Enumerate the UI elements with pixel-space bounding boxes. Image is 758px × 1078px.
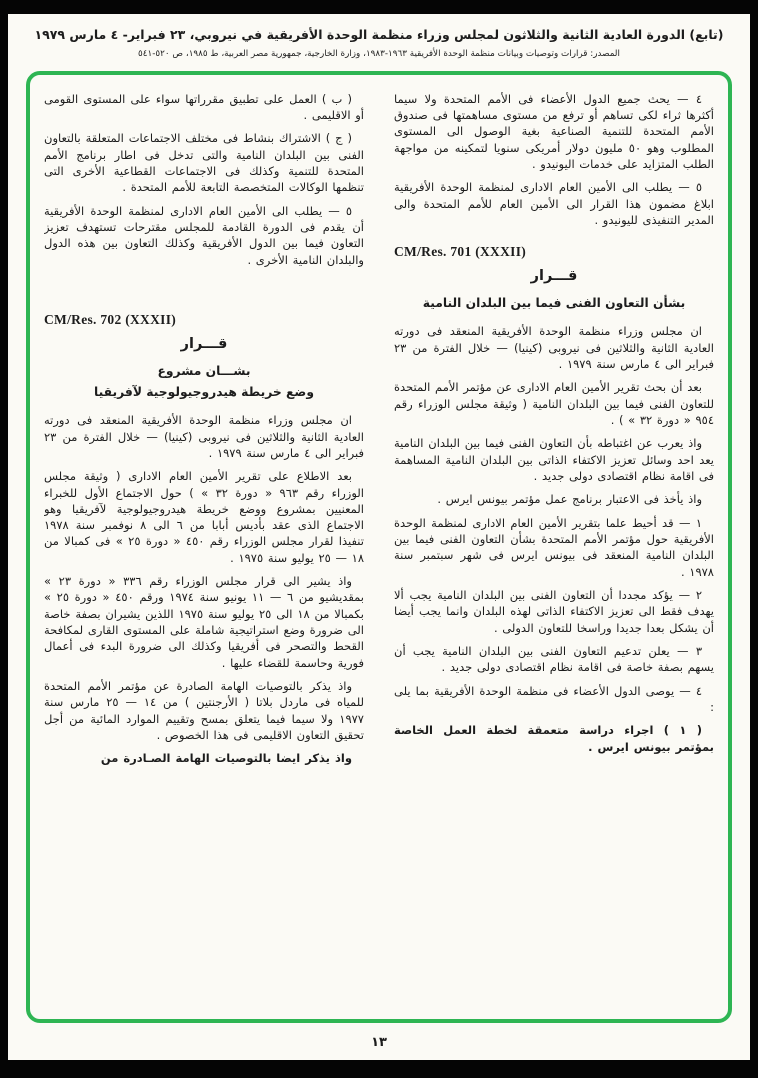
resolution-paragraph: واذ يأخذ فى الاعتبار برنامج عمل مؤتمر بيونس ايرس .	[437, 492, 702, 507]
header-session-title: (تابع) الدورة العادية الثانية والثلاثون لمجلس وزراء منظمة الوحدة الأفريقية في نيروبي، ٢٣ فبراير- ٤ مارس ١٩٧٩	[34, 27, 724, 42]
resolution-paragraph: ( ١ ) اجراء دراسة متعمقة لخطة العمل الخاصة بمؤتمر بيونس ايرس .	[394, 723, 714, 754]
resolution-paragraph: واذ يشير الى قرار مجلس الوزراء رقم ٣٣٦ « دورة ٢٣ » بمقديشيو من ٦ — ١١ يونيو سنة ١٩٧٤ ورقم ٤٥٠ « دورة ٢٥ » بكمبالا من ١٨ الى ٢٥ يوليو سنة ١٩٧٥ اللذين يشيران بصفة خاصة الى ضرورة وضع استراتيجية شاملة على المستوى القارى لمكافحة القحط والتصحر فى أفريقيا وكذلك الى ضرورة البدء فى أعمال فورية وحاسمة للقضاء عليها .	[44, 574, 364, 670]
header-source-note: المصدر: قرارات وتوصيات وبيانات منظمة الوحدة الأفريقية ١٩٦٣-١٩٨٣، وزارة الخارجية، جمهورية مصر العربية، ط ١٩٨٥، ص ٥٢٠-٥٤١	[138, 48, 620, 59]
resolution-paragraph: بعد الاطلاع على تقرير الأمين العام الادارى ( وثيقة مجلس الوزراء رقم ٩٦٣ « دورة ٣٢ » ) حول الاجتماع الأول للخبراء المعنيين بمشروع ووضع خريطة هيدروجيولوجية لآفريقيا وهو الاجتماع الذى عقد بأديس أبابا من ٦ الى ٨ نوفمبر سنة ١٩٧٨ تنفيذا لقرار مجلس الوزراء رقم ٤٥٠ « دورة ٢٥ » فى كمبالا من ١٨ — ٢٥ يوليو سنة ١٩٧٥ .	[44, 469, 364, 565]
resolution-subject: بشأن التعاون الفنى فيما بين البلدان النامية	[422, 296, 686, 311]
resolution-paragraph: ٤ — يحث جميع الدول الأعضاء فى الأمم المتحدة ولا سيما أكثرها ثراء لكى تساهم أو ترفع من مستوى مساهمتها فى صندوق الأمم المتحدة للتنمية الصناعية بغية الوصول الى المستوى المطلوب وهو ٥٠ مليون دولار أمريكى سنويا لتمكينه من مواجهة الطلب المتزايد على خدمات اليونيدو .	[394, 91, 714, 172]
resolution-ref-702: CM/Res. 702 (XXXII)	[44, 312, 177, 328]
resolution-paragraph: ٤ — يوصى الدول الأعضاء فى منظمة الوحدة الأفريقية بما يلى :	[394, 683, 714, 715]
resolution-paragraph: ٥ — يطلب الى الأمين العام الادارى لمنظمة الوحدة الأفريقية أن يقدم فى الدورة القادمة للمجلس مقترحات تستهدف تعزيز التعاون فيما بين الدول الأفريقية وكذلك التعاون بين هذه الدول والبلدان النامية الأخرى .	[44, 203, 364, 267]
resolution-paragraph: ٢ — يؤكد مجددا أن التعاون الفنى بين البلدان النامية يجب ألا يهدف فقط الى تعزيز الاكتفاء الذاتى لهذه البلدان وانما يجب أيضا أن يشكل بعدا جديدا وراسخا للتعاون الدولى .	[394, 588, 714, 635]
resolution-heading: قـــرار	[180, 336, 228, 353]
resolution-paragraph: ٣ — يعلن تدعيم التعاون الفنى بين البلدان النامية يجب أن يسهم بصفة خاصة فى اقامة نظام اقتصادى دولى جديد .	[394, 644, 714, 675]
resolution-heading: قـــرار	[530, 268, 578, 285]
resolution-paragraph: واذ يذكر بالتوصيات الهامة الصادرة عن مؤتمر الأمم المتحدة للمياه فى ماردل بلاتا ( الأرجنتين ) من ١٤ — ٢٥ مارس سنة ١٩٧٧ ولا سيما فيما يتعلق بمسح وتقييم الموارد المائية من أجل تحقيق التعاون الاقليمى فى هذا الخصوص .	[44, 679, 364, 743]
resolution-paragraph: بعد أن بحث تقرير الأمين العام الادارى عن مؤتمر الأمم المتحدة للتعاون الفنى فيما بين البلدان النامية ( وثيقة مجلس الوزراء رقم ٩٥٤ « دورة ٣٢ » ) .	[394, 380, 714, 428]
resolution-paragraph: واذ يعرب عن اغتباطه بأن التعاون الفنى فيما بين البلدان النامية يعد احد وسائل تعزيز الاكتفاء الذاتى بين البلدان النامية المساهمة فى اقامة نظام اقتصادى دولى جديد .	[394, 436, 714, 484]
resolution-paragraph: ( ج ) الاشتراك بنشاط فى مختلف الاجتماعات المتعلقة بالتعاون الفنى بين البلدان النامية والتى تدخل فى اطار برنامج الأمم المتحدة للتنمية وكذلك فى الاجتماعات القطاعية الأخرى التى تنظمها الوكالات المتخصصة التابعة للأمم المتحدة .	[44, 131, 364, 195]
content-border-box	[26, 71, 732, 1023]
resolution-paragraph: ١ — قد أحيط علما بتقرير الأمين العام الادارى لمنظمة الوحدة الأفريقية حول مؤتمر الأمم المتحدة بشأن التعاون الفنى فيما بين البلدان النامية المنعقد فى بيونس ايرس فى شهر سبتمبر سنة ١٩٧٨ .	[394, 515, 714, 579]
resolution-paragraph: واذ يذكر ايضا بالتوصيات الهامة الصـادرة من	[100, 751, 352, 766]
resolution-subject: وضع خريطة هيدروجيولوجية لآفريقيا	[94, 385, 314, 400]
column-left	[44, 91, 364, 1009]
resolution-subject: بشـــان مشروع	[157, 364, 251, 379]
page-number: ١٣	[371, 1035, 387, 1050]
resolution-paragraph: ( ب ) العمل على تطبيق مقرراتها سواء على المستوى القومى أو الاقليمى .	[44, 91, 364, 123]
document-page	[8, 14, 750, 1060]
resolution-paragraph: ان مجلس وزراء منظمة الوحدة الأفريقية المنعقد فى دورته العادية الثانية والثلاثين فى نيروبى (كينيا) — خلال الفترة من ٢٣ فبراير الى ٤ مارس سنة ١٩٧٩ .	[394, 324, 714, 372]
resolution-ref-701: CM/Res. 701 (XXXII)	[394, 244, 527, 260]
resolution-paragraph: ٥ — يطلب الى الأمين العام الادارى لمنظمة الوحدة الأفريقية ابلاغ مضمون هذا القرار الى الأمين العام للأمم المتحدة والى المدير التنفيذى لليونيدو .	[394, 180, 714, 228]
resolution-paragraph: ان مجلس وزراء منظمة الوحدة الأفريقية المنعقد فى دورته العادية الثانية والثلاثين فى نيروبى (كينيا) — خلال الفترة من ٢٣ فبراير الى ٤ مارس سنة ١٩٧٩ .	[44, 413, 364, 460]
column-right	[394, 91, 714, 1009]
